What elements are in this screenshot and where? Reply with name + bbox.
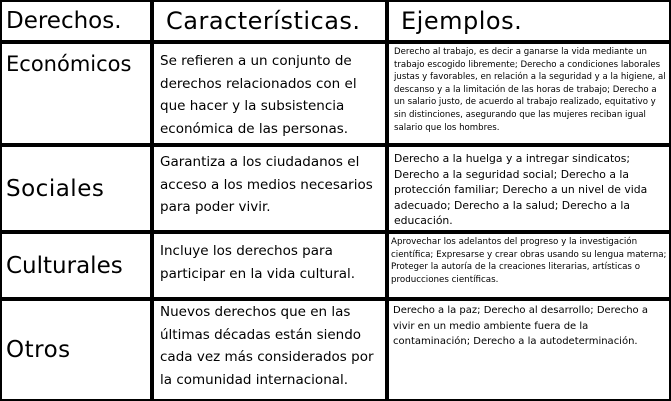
row-otros-derecho: Otros	[2, 301, 150, 399]
header-ejemplos: Ejemplos.	[389, 2, 669, 40]
header-caracteristicas: Características.	[154, 2, 385, 40]
row-sociales-ejemplos: Derecho a la huelga y a intregar sindicatos; Derecho a la seguridad social; Derecho a la protección familiar; Derecho a un nivel de vida adecuado; Derecho a la salud; Derecho a la educación.	[389, 147, 669, 230]
header-derechos: Derechos.	[2, 2, 150, 40]
row-culturales-derecho: Culturales	[2, 234, 150, 297]
row-economicos-caracteristica: Se refieren a un conjunto de derechos relacionados con el que hacer y la subsistencia económica de las personas.	[154, 44, 385, 143]
row-economicos-ejemplos: Derecho al trabajo, es decir a ganarse la vida mediante un trabajo escogido libremente; Derecho a condiciones laborales justas y favorables, en relación a la seguridad y a la higiene, al descanso y a la limitación de las horas de trabajo; Derecho a un salario justo, de acuerdo al trabajo realizado, equitativo y sin distinciones, asegurando que las mujeres reciban igual salario que los hombres.	[389, 44, 669, 143]
row-sociales-caracteristica: Garantiza a los ciudadanos el acceso a los medios necesarios para poder vivir.	[154, 147, 385, 230]
row-sociales-derecho: Sociales	[2, 147, 150, 230]
row-otros-caracteristica: Nuevos derechos que en las últimas décadas están siendo cada vez más considerados por la comunidad internacional.	[154, 301, 385, 399]
row-economicos-derecho: Económicos	[2, 44, 150, 143]
row-otros-ejemplos: Derecho a la paz; Derecho al desarrollo; Derecho a vivir en un medio ambiente fuera de la contaminación; Derecho a la autodeterminación.	[389, 301, 669, 399]
row-culturales-caracteristica: Incluye los derechos para participar en la vida cultural.	[154, 234, 385, 297]
row-culturales-ejemplos: Aprovechar los adelantos del progreso y la investigación científica; Expresarse y crear obras usando su lengua materna; Proteger la autoría de la creaciones literarias, artísticas o producciones científicas.	[389, 234, 669, 297]
